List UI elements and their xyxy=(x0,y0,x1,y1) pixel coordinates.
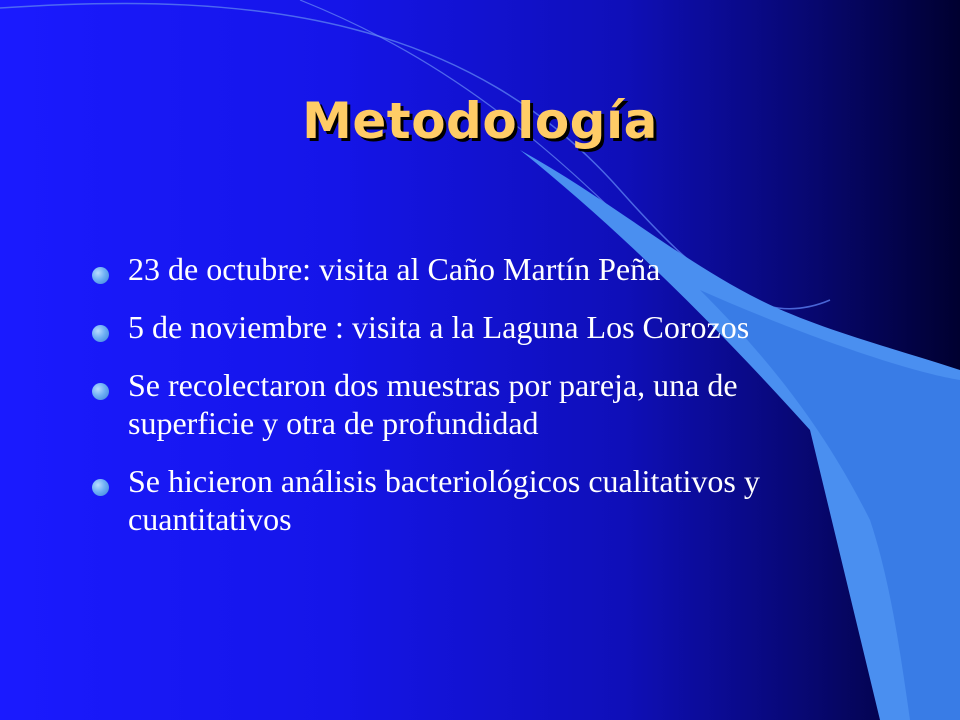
bullet-text: Se recolectaron dos muestras por pareja, una de superficie y otra de profundidad xyxy=(128,367,738,441)
bullet-text: Se hicieron análisis bacteriológicos cualitativos y cuantitativos xyxy=(128,463,760,537)
bullet-dot-icon xyxy=(92,325,109,342)
bullet-text: 5 de noviembre : visita a la Laguna Los Corozos xyxy=(128,309,750,345)
bullet-dot-icon xyxy=(92,383,109,400)
slide-title: Metodología xyxy=(302,92,658,150)
bullet-dot-icon xyxy=(92,479,109,496)
bullet-list xyxy=(92,250,832,558)
bullet-item xyxy=(92,308,832,346)
bullet-item xyxy=(92,462,832,538)
bullet-item xyxy=(92,250,832,288)
bullet-text: 23 de octubre: visita al Caño Martín Peña xyxy=(128,251,661,287)
bullet-item xyxy=(92,366,832,442)
bullet-dot-icon xyxy=(92,267,109,284)
